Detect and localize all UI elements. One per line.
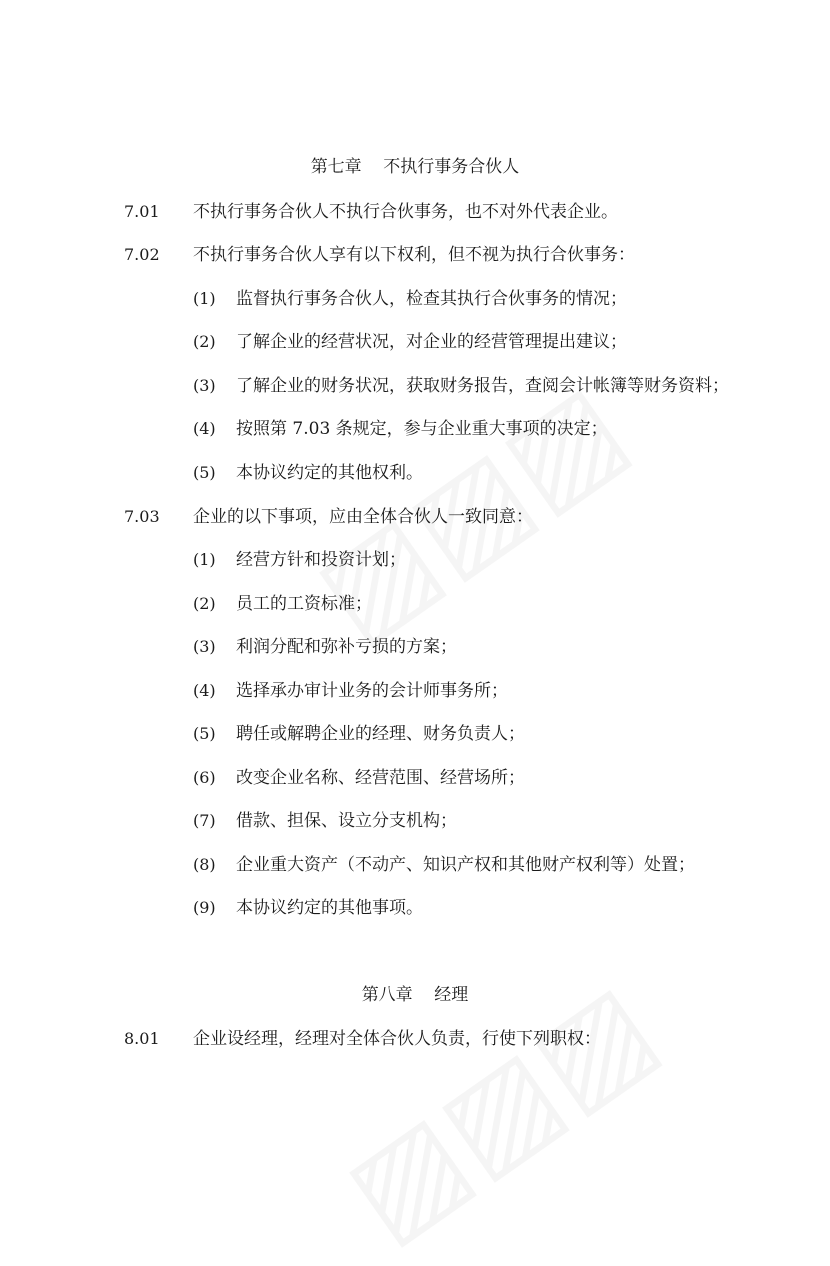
clause-8-01-number: 8.01	[124, 1029, 160, 1048]
clause-7-03-item-4-text: 选择承办审计业务的会计师事务所；	[236, 681, 508, 701]
clause-7-03-item-1-number: (1)	[193, 550, 216, 569]
clause-7-02-item-4-number: (4)	[193, 419, 216, 438]
clause-7-02-item-4-text: 按照第 7.03 条规定，参与企业重大事项的决定；	[236, 419, 608, 439]
clause-7-02-text: 不执行事务合伙人享有以下权利，但不视为执行合伙事务：	[193, 245, 635, 265]
clause-7-03-item-2-text: 员工的工资标准；	[236, 594, 372, 614]
clause-7-02-item-2-text: 了解企业的经营状况，对企业的经营管理提出建议；	[236, 332, 627, 352]
clause-7-03-item-4-number: (4)	[193, 681, 216, 700]
clause-7-03-item-3-text: 利润分配和弥补亏损的方案；	[236, 637, 457, 657]
clause-7-02-item-5-text: 本协议约定的其他权利。	[236, 463, 423, 483]
clause-7-03-item-2-number: (2)	[193, 594, 216, 613]
clause-7-03-item-7-number: (7)	[193, 811, 216, 830]
clause-7-03-item-3-number: (3)	[193, 637, 216, 656]
clause-7-03-item-5-text: 聘任或解聘企业的经理、财务负责人；	[236, 724, 525, 744]
clause-7-02-item-5-number: (5)	[193, 463, 216, 482]
clause-7-03-text: 企业的以下事项，应由全体合伙人一致同意：	[193, 507, 533, 527]
chapter-8-heading: 第八章 经理	[361, 985, 469, 1005]
clause-8-01-text: 企业设经理，经理对全体合伙人负责，行使下列职权：	[193, 1029, 601, 1049]
clause-7-03-item-1-text: 经营方针和投资计划；	[236, 550, 406, 570]
clause-7-03-item-9-number: (9)	[193, 898, 216, 917]
clause-7-03-item-6-number: (6)	[193, 768, 216, 787]
clause-7-03-item-5-number: (5)	[193, 724, 216, 743]
clause-7-02-item-2-number: (2)	[193, 332, 216, 351]
clause-7-03-item-9-text: 本协议约定的其他事项。	[236, 898, 423, 918]
clause-7-03-item-7-text: 借款、担保、设立分支机构；	[236, 811, 457, 831]
clause-7-01-text: 不执行事务合伙人不执行合伙事务，也不对外代表企业。	[193, 202, 618, 222]
clause-7-02-item-3-number: (3)	[193, 376, 216, 395]
clause-7-02-item-1-number: (1)	[193, 289, 216, 308]
clause-7-02-item-1-text: 监督执行事务合伙人，检查其执行合伙事务的情况；	[236, 289, 627, 309]
clause-7-03-item-8-number: (8)	[193, 855, 216, 874]
clause-7-03-item-8-text: 企业重大资产（不动产、知识产权和其他财产权利等）处置；	[236, 855, 695, 875]
clause-7-02-number: 7.02	[124, 245, 160, 264]
clause-7-03-item-6-text: 改变企业名称、经营范围、经营场所；	[236, 768, 525, 788]
clause-7-02-item-3-text: 了解企业的财务状况，获取财务报告，查阅会计帐簿等财务资料；	[236, 376, 729, 396]
clause-7-03-number: 7.03	[124, 507, 160, 526]
clause-7-01-number: 7.01	[124, 202, 160, 221]
chapter-7-heading: 第七章 不执行事务合伙人	[310, 157, 520, 177]
